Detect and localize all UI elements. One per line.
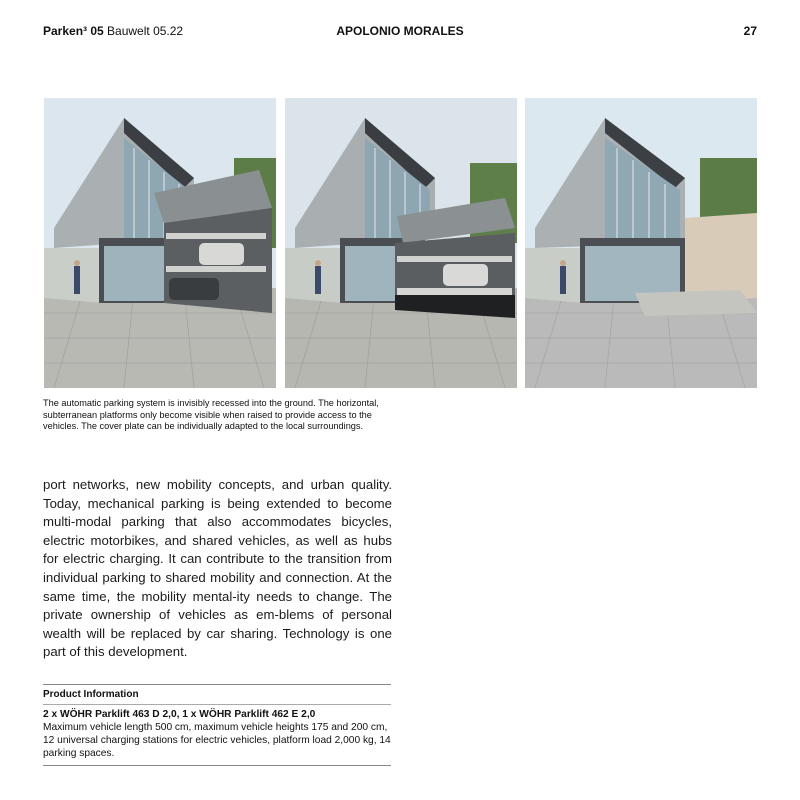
photo-platforms-partially-raised xyxy=(285,98,517,388)
journal-date: Bauwelt 05.22 xyxy=(103,24,184,38)
photo-platforms-raised xyxy=(44,98,276,388)
article-body xyxy=(43,476,392,662)
running-header-title: APOLONIO MORALES xyxy=(336,24,464,38)
building-illustration-2 xyxy=(285,98,517,388)
page-number: 27 xyxy=(743,24,757,38)
product-description: Maximum vehicle length 500 cm, maximum vehicle heights 175 and 200 cm, 12 universal charging stations for electric vehicles, platform load 2,000 kg, 14 parking spaces. xyxy=(43,722,391,759)
product-information-box xyxy=(43,684,391,766)
divider-bottom xyxy=(43,765,391,766)
journal-issue: Parken³ 05 xyxy=(43,24,104,38)
photo-platforms-recessed xyxy=(525,98,757,388)
product-model: 2 x WÖHR Parklift 463 D 2,0, 1 x WÖHR Parklift 462 E 2,0 xyxy=(43,709,316,720)
building-illustration-3 xyxy=(525,98,757,388)
body-paragraph: port networks, new mobility concepts, and urban quality. Today, mechanical parking is being extended to become multi-modal parking that also accommodates bicycles, electric motorbikes, and shared vehicles, as well as hubs for electric charging. It can contribute to the transition from individual parking to shared mobility and connection. At the same time, the mobility mental-ity needs to change. The private ownership of vehicles as em-blems of personal wealth will be replaced by car sharing. Technology is one part of this development. xyxy=(43,477,392,660)
product-info-title: Product Information xyxy=(43,689,139,700)
building-illustration-1 xyxy=(44,98,276,388)
photo-caption: The automatic parking system is invisibly recessed into the ground. The horizontal, subterranean platforms only become visible when raised to provide access to the vehicles. The cover plate can be individually adapted to the local surroundings. xyxy=(43,398,379,431)
